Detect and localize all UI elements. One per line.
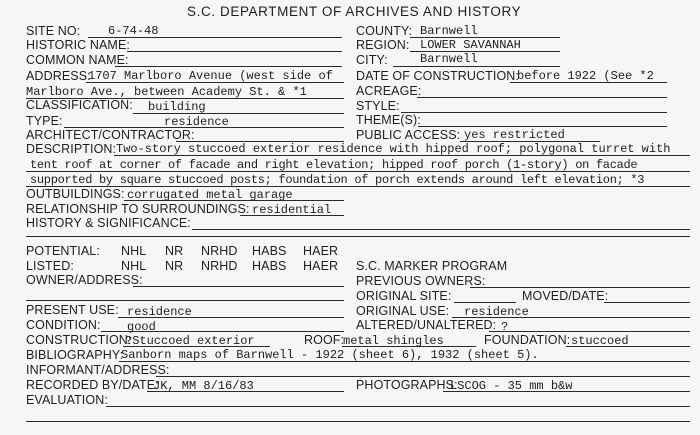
description-line-3: [26, 186, 690, 187]
bibliography-value: Sanborn maps of Barnwell - 1922 (sheet 6), 1932 (sheet 5).: [121, 348, 539, 362]
listed-label: LISTED:: [26, 259, 74, 273]
public-access-value: yes restricted: [464, 128, 565, 142]
previous-owners-line: [470, 287, 690, 288]
type-value: residence: [164, 115, 229, 129]
site-no-label: SITE NO:: [26, 24, 81, 38]
outbuildings-value: corrugated metal garage: [127, 188, 293, 202]
photographs-value: LSCOG - 35 mm b&w: [450, 379, 573, 393]
city-label: CITY:: [356, 53, 388, 67]
description-value-1: Two-story stuccoed exterior residence with hipped roof; polygonal turret with: [116, 142, 671, 156]
roof-value: metal shingles: [343, 334, 444, 348]
altered-line: [489, 331, 690, 332]
moved-date-label: MOVED/DATE:: [522, 289, 609, 303]
original-use-label: ORIGINAL USE:: [356, 304, 450, 318]
foundation-label: FOUNDATION:: [484, 333, 571, 347]
owner-line: [133, 286, 344, 287]
condition-label: CONDITION:: [26, 318, 101, 332]
listed-habs: HABS: [252, 259, 287, 273]
present-use-label: PRESENT USE:: [26, 303, 119, 317]
altered-label: ALTERED/UNALTERED:: [356, 318, 497, 332]
owner-line-2: [26, 300, 344, 301]
style-label: STYLE:: [356, 99, 400, 113]
address-value-1: 1707 Marlboro Avenue (west side of: [88, 69, 333, 83]
evaluation-blank-line: [26, 421, 690, 422]
acreage-label: ACREAGE:: [356, 84, 422, 98]
original-site-line: [454, 302, 516, 303]
photographs-line: [443, 391, 690, 392]
classification-label: CLASSIFICATION:: [26, 98, 133, 112]
theme-line: [418, 126, 667, 127]
historic-name-label: HISTORIC NAME:: [26, 38, 130, 52]
condition-value: good: [127, 320, 156, 334]
outbuildings-label: OUTBUILDINGS:: [26, 187, 125, 201]
present-use-line: [118, 317, 344, 318]
site-no-value: 6-74-48: [108, 24, 159, 38]
date-construction-line: [510, 82, 667, 83]
architect-label: ARCHITECT/CONTRACTOR:: [26, 128, 195, 142]
informant-label: INFORMANT/ADDRESS:: [26, 363, 170, 377]
condition-line: [101, 331, 344, 332]
foundation-line: [566, 346, 690, 347]
potential-nrhd: NRHD: [201, 244, 238, 258]
present-use-value: residence: [127, 305, 192, 319]
date-construction-label: DATE OF CONSTRUCTION:: [356, 69, 519, 83]
recorded-by-label: RECORDED BY/DATE:: [26, 378, 159, 392]
potential-nr: NR: [165, 244, 184, 258]
listed-nhl: NHL: [121, 259, 147, 273]
historic-name-line: [127, 51, 342, 52]
description-value-2: tent roof at corner of facade and right elevation; hipped roof porch (1-story) on facade: [30, 158, 638, 172]
evaluation-label: EVALUATION:: [26, 393, 108, 407]
bibliography-label: BIBLIOGRAPHY:: [26, 348, 124, 362]
history-blank-line: [26, 236, 690, 237]
roof-line: [342, 346, 476, 347]
moved-date-line: [604, 302, 690, 303]
region-label: REGION:: [356, 38, 410, 52]
type-label: TYPE:: [26, 114, 63, 128]
informant-line: [156, 376, 690, 377]
original-site-label: ORIGINAL SITE:: [356, 289, 452, 303]
address-value-2: Marlboro Ave., between Academy St. & *1: [26, 85, 307, 99]
address-line-1: [86, 82, 344, 83]
acreage-line: [417, 97, 667, 98]
description-line-1: [114, 155, 690, 156]
description-line-2: [26, 171, 690, 172]
foundation-value: stuccoed: [571, 334, 629, 348]
recorded-by-line: [147, 391, 344, 392]
relationship-value: residential: [252, 203, 332, 217]
city-line: [393, 66, 560, 67]
potential-habs: HABS: [252, 244, 287, 258]
construction-line: [123, 346, 270, 347]
classification-line: [133, 113, 344, 114]
common-name-line: [115, 66, 342, 67]
public-access-label: PUBLIC ACCESS:: [356, 128, 461, 142]
potential-nhl: NHL: [121, 244, 147, 258]
outbuildings-line: [124, 200, 344, 201]
evaluation-line: [106, 406, 690, 407]
potential-label: POTENTIAL:: [26, 244, 100, 258]
listed-nr: NR: [165, 259, 184, 273]
history-label: HISTORY & SIGNIFICANCE:: [26, 216, 191, 230]
listed-nrhd: NRHD: [201, 259, 238, 273]
recorded-by-value: JK, MM 8/16/83: [153, 379, 254, 393]
construction-value: ?Stuccoed exterior: [125, 334, 255, 348]
date-construction-value: before 1922 (See *2: [517, 69, 654, 83]
county-value: Barnwell: [420, 24, 478, 38]
common-name-label: COMMON NAME:: [26, 53, 129, 67]
roof-label: ROOF:: [304, 333, 345, 347]
previous-owners-label: PREVIOUS OWNERS:: [356, 274, 486, 288]
address-label: ADDRESS:: [26, 69, 91, 83]
style-line: [401, 112, 667, 113]
original-use-value: residence: [464, 305, 529, 319]
theme-label: THEME(S):: [356, 113, 421, 127]
potential-haer: HAER: [303, 244, 339, 258]
altered-value: ?: [501, 320, 509, 334]
county-label: COUNTY:: [356, 24, 413, 38]
bibliography-line: [119, 361, 690, 362]
relationship-line: [240, 215, 344, 216]
relationship-label: RELATIONSHIP TO SURROUNDINGS:: [26, 202, 250, 216]
history-line: [192, 229, 690, 230]
marker-program-label: S.C. MARKER PROGRAM: [356, 259, 508, 273]
listed-haer: HAER: [303, 259, 339, 273]
region-value: LOWER SAVANNAH: [420, 38, 521, 52]
description-value-3: supported by square stuccoed posts; foundation of porch extends around left elevation; *3: [30, 173, 645, 187]
owner-label: OWNER/ADDRESS:: [26, 273, 143, 287]
form-title: S.C. DEPARTMENT OF ARCHIVES AND HISTORY: [187, 4, 522, 19]
photographs-label: PHOTOGRAPHS:: [356, 378, 458, 392]
description-label: DESCRIPTION:: [26, 142, 117, 156]
classification-value: building: [148, 100, 206, 114]
city-value: Barnwell: [420, 52, 478, 66]
construction-label: CONSTRUCTION:: [26, 333, 132, 347]
